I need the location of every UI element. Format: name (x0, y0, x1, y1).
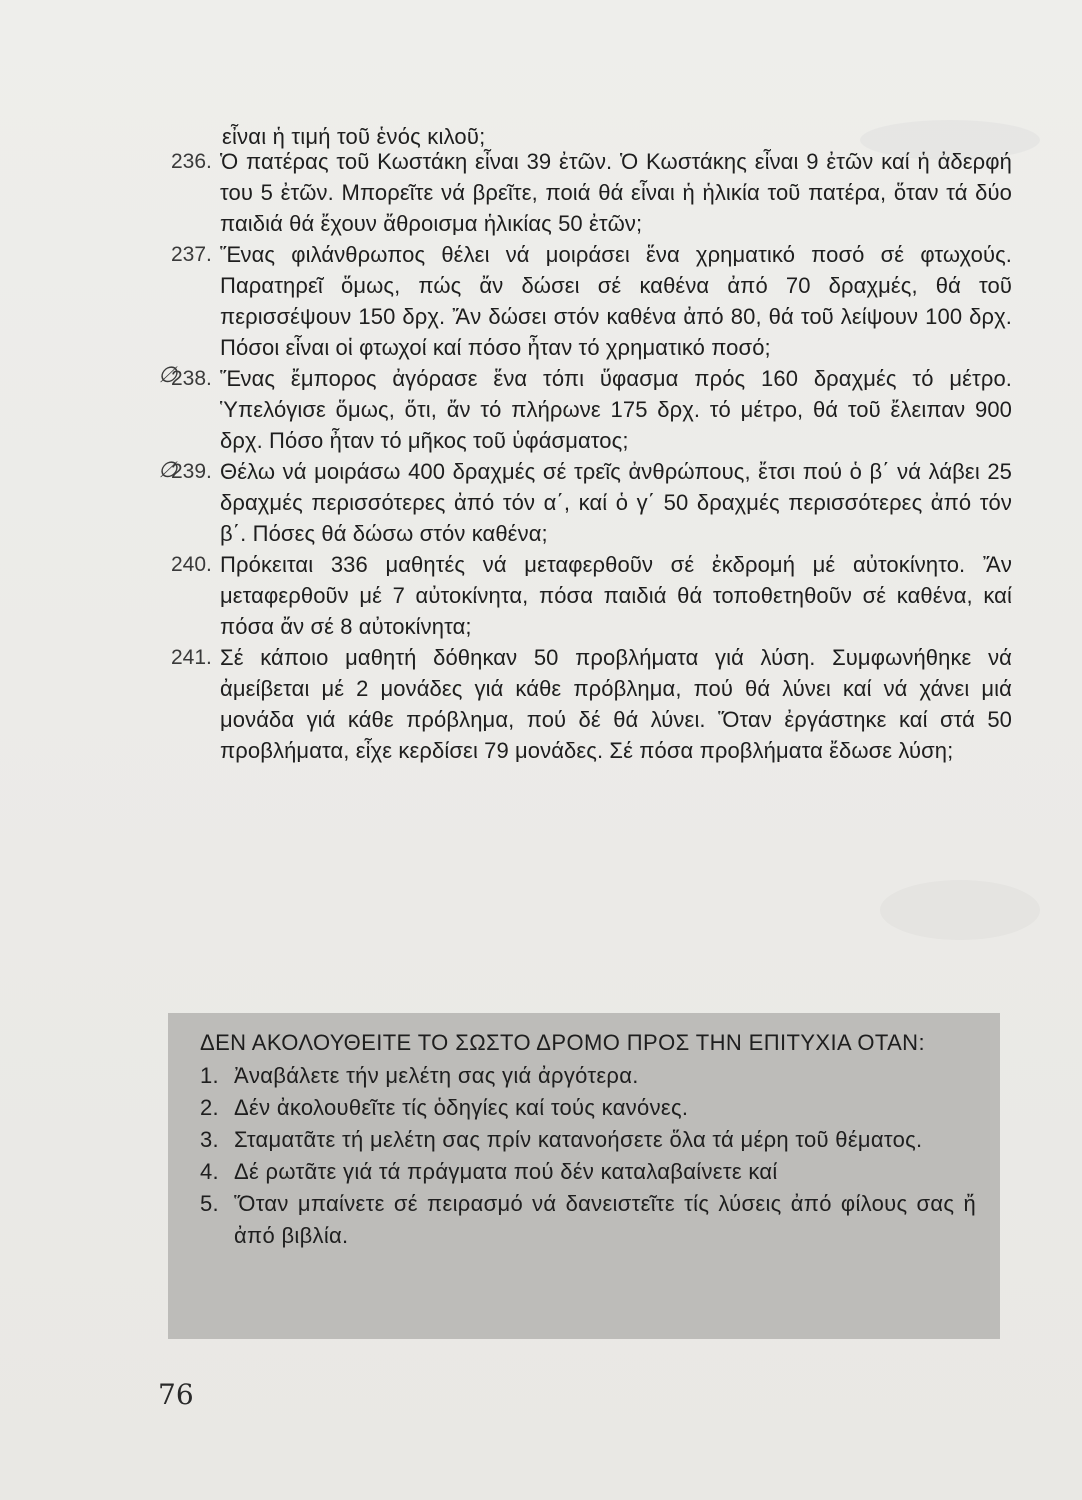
intro-line: εἶναι ἡ τιμή τοῦ ἑνός κιλοῦ; (222, 124, 486, 149)
problem-text: Θέλω νά μοιράσω 400 δραχμές σέ τρεῖς ἀνθρώπους, ἔτσι πού ὁ β΄ νά λάβει 25 δραχμές περισσότερες ἀπό τόν α΄, καί ὁ γ΄ 50 δραχμές περισσότερες ἀπό τόν β΄. Πόσες θά δώσω στόν καθένα; (220, 459, 1012, 546)
problem-text: Σέ κάποιο μαθητή δόθηκαν 50 προβλήματα γιά λύση. Συμφωνήθηκε νά ἀμείβεται μέ 2 μονάδες γιά κάθε πρόβλημα, πού θά λύνει καί νά χάνει μιά μονάδα γιά κάθε πρόβλημα, πού δέ θά λύνει. Ὅταν ἐργάστηκε καί στά 50 προβλήματα, εἶχε κερδίσει 79 μονάδες. Σέ πόσα προβλήματα ἔδωσε λύση; (220, 645, 1012, 763)
study-tips-box (168, 1013, 1000, 1339)
problem-text: Ὁ πατέρας τοῦ Κωστάκη εἶναι 39 ἐτῶν. Ὁ Κωστάκης εἶναι 9 ἐτῶν καί ἡ ἀδερφή του 5 ἐτῶν. Μπορεῖτε νά βρεῖτε, ποιά θά εἶναι ἡ ἡλικία τοῦ πατέρα, ὅταν τά δύο παιδιά θά ἔχουν ἄθροισμα ἡλικίας 50 ἐτῶν; (220, 149, 1012, 236)
problem-number: 241. (171, 646, 212, 669)
list-item-text: Δέ ρωτᾶτε γιά τά πράγματα πού δέν καταλαβαίνετε καί (234, 1159, 778, 1184)
list-item (200, 1060, 976, 1092)
list-item-number: 4. (200, 1159, 219, 1184)
list-item-number: 3. (200, 1127, 219, 1152)
list-item-text: Δέν ἀκολουθεῖτε τίς ὁδηγίες καί τούς κανόνες. (234, 1095, 689, 1120)
problem-number: 236. (171, 150, 212, 173)
list-item (200, 1188, 976, 1252)
bleed-through-smudge (880, 880, 1040, 940)
problem-number: 238. (171, 367, 212, 390)
problem-241 (0, 642, 1082, 766)
problem-number: 237. (171, 243, 212, 266)
list-item-number: 1. (200, 1063, 219, 1088)
list-item-number: 5. (200, 1191, 219, 1216)
problem-237 (0, 239, 1082, 363)
problem-list (0, 146, 1082, 766)
list-item (200, 1124, 976, 1156)
problem-text: Ἕνας ἔμπορος ἀγόρασε ἕνα τόπι ὕφασμα πρός 160 δραχμές τό μέτρο. Ὑπελόγισε ὅμως, ὅτι, ἄν τό πλήρωνε 175 δρχ. τό μέτρο, θά τοῦ ἔλειπαν 900 δρχ. Πόσο ἦταν τό μῆκος τοῦ ὑφάσματος; (220, 366, 1012, 453)
callout-title: ΔΕΝ ΑΚΟΛΟΥΘΕΙΤΕ ΤΟ ΣΩΣΤΟ ΔΡΟΜΟ ΠΡΟΣ ΤΗΝ ΕΠΙΤΥΧΙΑ ΟΤΑΝ: (200, 1030, 925, 1055)
problem-238 (0, 363, 1082, 456)
problem-236 (0, 146, 1082, 239)
list-item-text: Ἀναβάλετε τήν μελέτη σας γιά ἀργότερα. (234, 1063, 639, 1088)
handwritten-mark: ∅ (158, 363, 178, 388)
list-item (200, 1092, 976, 1124)
problem-text: Πρόκειται 336 μαθητές νά μεταφερθοῦν σέ ἐκδρομή μέ αὐτοκίνητο. Ἄν μεταφερθοῦν μέ 7 αὐτοκίνητα, πόσα παιδιά θά τοποθετηθοῦν σέ καθένα, καί πόσα ἄν σέ 8 αὐτοκίνητα; (220, 552, 1012, 639)
callout-list (200, 1060, 982, 1252)
problem-number: 239. (171, 460, 212, 483)
problem-number: 240. (171, 553, 212, 576)
list-item (200, 1156, 976, 1188)
problem-text: Ἕνας φιλάνθρωπος θέλει νά μοιράσει ἕνα χρηματικό ποσό σέ φτωχούς. Παρατηρεῖ ὅμως, πώς ἄν δώσει σέ καθένα ἀπό 70 δραχμές, θά τοῦ περισσέψουν 150 δρχ. Ἄν δώσει στόν καθένα ἀπό 80, θά τοῦ λείψουν 100 δρχ. Πόσοι εἶναι οἱ φτωχοί καί πόσο ἦταν τό χρηματικό ποσό; (220, 242, 1012, 360)
handwritten-mark: ∅ (158, 458, 178, 483)
problem-239 (0, 456, 1082, 549)
list-item-text: Ὅταν μπαίνετε σέ πειρασμό νά δανειστεῖτε τίς λύσεις ἀπό φίλους σας ἤ ἀπό βιβλία. (234, 1191, 976, 1248)
list-item-number: 2. (200, 1095, 219, 1120)
problem-240 (0, 549, 1082, 642)
page-number: 76 (158, 1378, 194, 1411)
list-item-text: Σταματᾶτε τή μελέτη σας πρίν κατανοήσετε ὅλα τά μέρη τοῦ θέματος. (234, 1127, 923, 1152)
